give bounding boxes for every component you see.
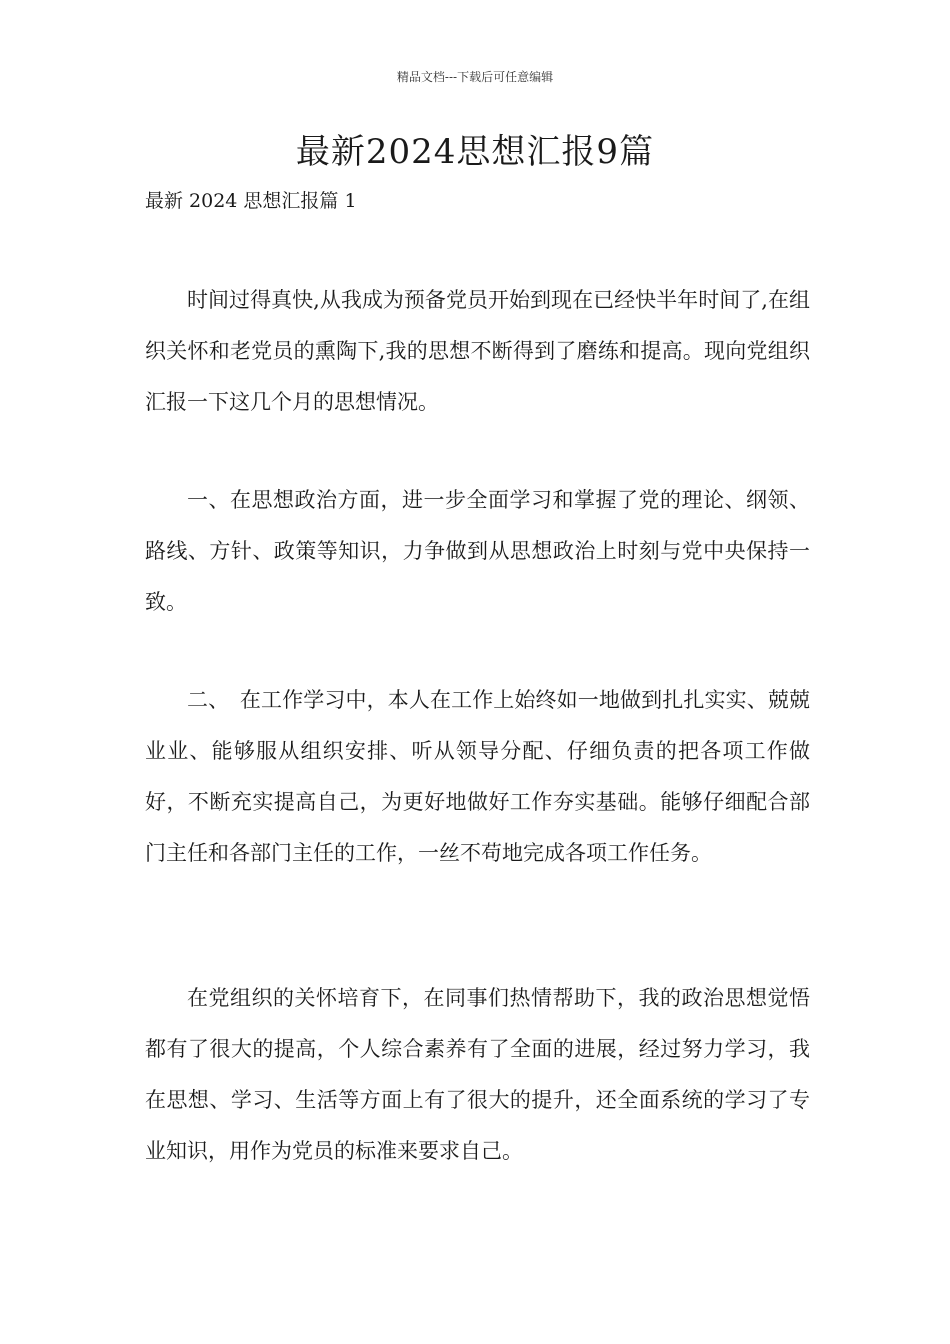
page-header-note: 精品文档---下载后可任意编辑 bbox=[396, 70, 554, 84]
paragraph-intro: 时间过得真快,从我成为预备党员开始到现在已经快半年时间了,在组织关怀和老党员的熏陶下,我的思想不断得到了磨练和提高。现向党组织汇报一下这几个月的思想情况。 bbox=[145, 288, 810, 414]
paragraph-work: 二、 在工作学习中，本人在工作上始终如一地做到扎扎实实、兢兢业业、能够服从组织安排、听从领导分配、仔细负责的把各项工作做好，不断充实提高自己，为更好地做好工作夯实基础。能够仔细配合部门主任和各部门主任的工作，一丝不苟地完成各项工作任务。 bbox=[145, 688, 810, 865]
section-subtitle: 最新 2024 思想汇报篇 1 bbox=[145, 190, 357, 212]
paragraph-political: 一、在思想政治方面，进一步全面学习和掌握了党的理论、纲领、路线、方针、政策等知识，力争做到从思想政治上时刻与党中央保持一致。 bbox=[145, 488, 810, 614]
paragraph-growth: 在党组织的关怀培育下，在同事们热情帮助下，我的政治思想觉悟都有了很大的提高，个人综合素养有了全面的进展，经过努力学习，我在思想、学习、生活等方面上有了很大的提升，还全面系统的学习了专业知识，用作为党员的标准来要求自己。 bbox=[145, 986, 810, 1163]
document-title: 最新2024思想汇报9篇 bbox=[295, 132, 655, 172]
